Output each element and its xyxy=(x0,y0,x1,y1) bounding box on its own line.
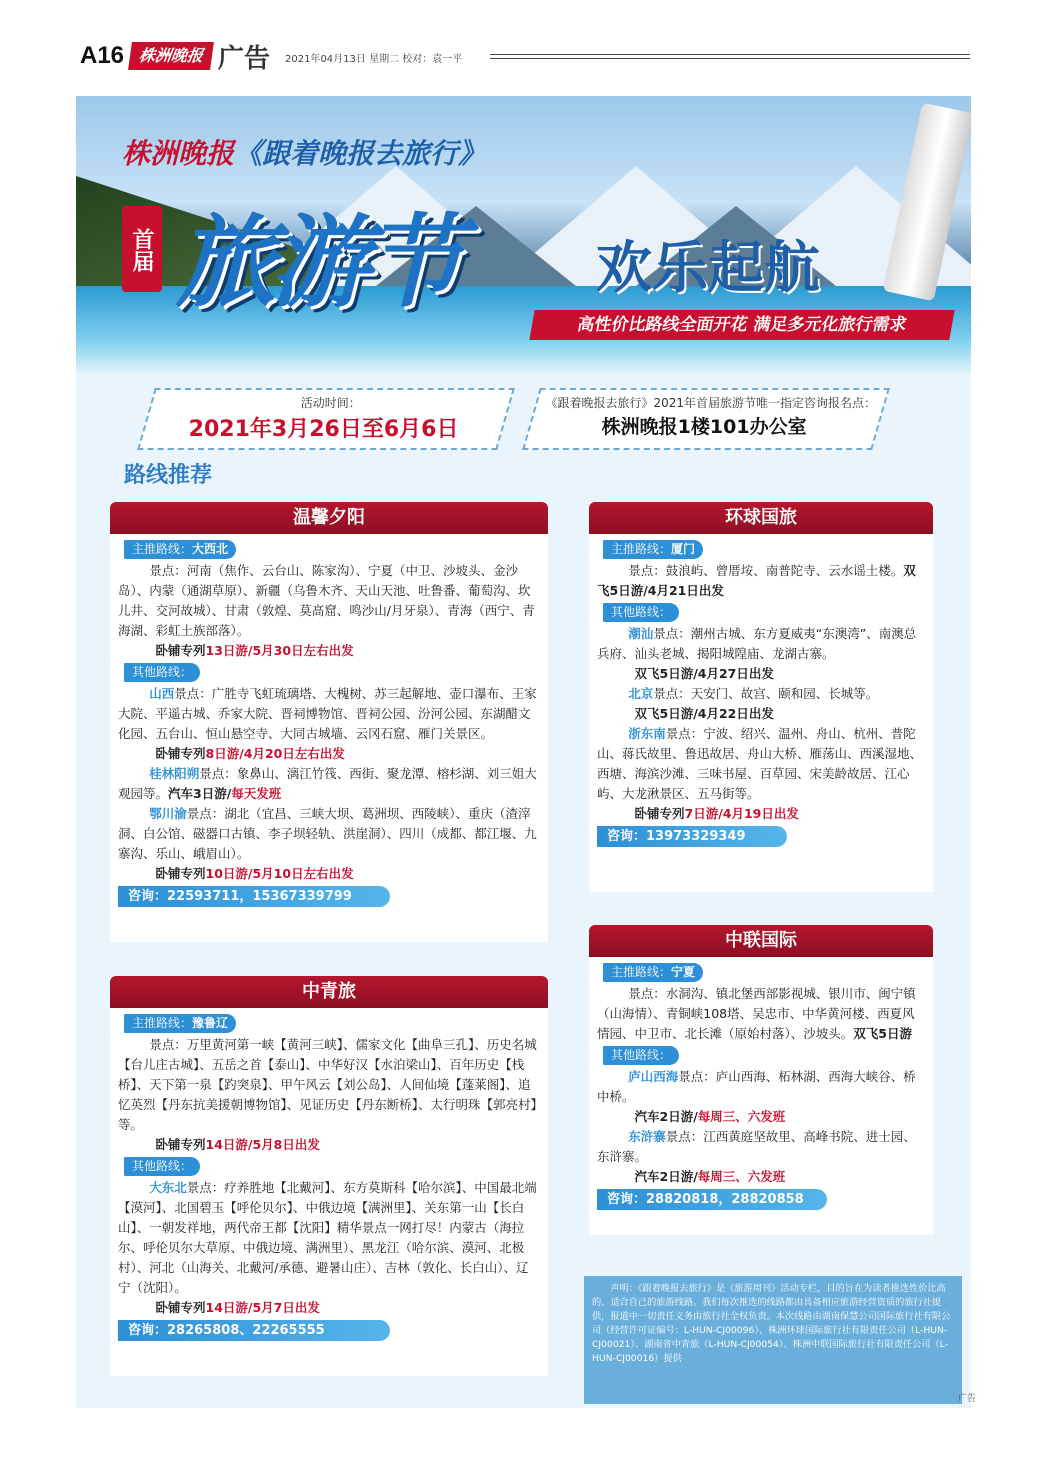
trip-mode: 卧铺专列 xyxy=(155,643,206,658)
trip-detail: 双飞5日游/4月21日出发 xyxy=(597,563,916,598)
route-text: 景点：潮州古城、东方夏威夷“东澳湾”、南澳总兵府、汕头老城、揭阳城隍庙、龙湖古寨。 xyxy=(597,626,917,661)
tag-label: 主推路线： xyxy=(611,542,672,556)
trip-info xyxy=(118,1135,538,1155)
card-title: 中青旅 xyxy=(110,976,548,1008)
trip-info xyxy=(118,864,538,884)
brand-name: 株洲晚报 xyxy=(122,137,235,170)
main-route-name: 宁夏 xyxy=(671,965,696,979)
route-description xyxy=(597,624,923,664)
page-header xyxy=(0,36,1039,76)
trip-detail: 7日游/4月19日出发 xyxy=(684,806,799,821)
route-description xyxy=(597,1127,923,1167)
main-route-tag xyxy=(124,540,236,559)
main-route-tag xyxy=(603,540,703,559)
event-time-box xyxy=(137,388,515,450)
route-name: 桂林阳朔 xyxy=(149,766,200,781)
trip-info xyxy=(118,641,538,661)
card-body xyxy=(589,538,933,847)
trip-detail: 10日游/5月10日左右出发 xyxy=(205,866,354,881)
route-name: 浙东南 xyxy=(628,726,666,741)
route-name: 庐山西海 xyxy=(628,1069,679,1084)
route-description: 景点：万里黄河第一峡【黄河三峡】、儒家文化【曲阜三孔】、历史名城【台儿庄古城】、五岳之首【泰山】、中华好汉【水泊梁山】、百年历史【栈桥】、天下第一泉【趵突泉】、甲午风云【刘公岛】、人间仙境【蓬莱阁】、追忆英烈【丹东抗美援朝博物馆】、见证历史【丹东断桥】、太行明珠【郭亮村】等。 xyxy=(118,1037,537,1132)
trip-detail: 14日游/5月7日出发 xyxy=(205,1300,320,1315)
header-rule-2 xyxy=(490,58,970,59)
route-description xyxy=(118,1178,538,1298)
route-description xyxy=(118,804,538,864)
route-description xyxy=(118,764,538,804)
route-description xyxy=(597,1067,923,1107)
route-description xyxy=(597,984,923,1044)
route-description xyxy=(597,684,923,704)
card-title: 温馨夕阳 xyxy=(110,502,548,534)
campaign-name: 《跟着晚报去旅行》 xyxy=(234,137,487,170)
event-time-label: 活动时间： xyxy=(300,396,361,410)
contact-bar: 咨询：28820818，28820858 xyxy=(597,1189,827,1210)
trip-mode: 汽车3日游/ xyxy=(168,786,232,801)
trip-mode: 卧铺专列 xyxy=(155,866,206,881)
trip-detail: 8日游/4月20日左右出发 xyxy=(205,746,345,761)
route-text: 景点：象鼻山、漓江竹筏、西街、聚龙潭、榕杉湖、刘三姐大观园等。 xyxy=(118,766,537,801)
tag-label: 主推路线： xyxy=(132,542,193,556)
trip-mode: 卧铺专列 xyxy=(155,746,206,761)
contact-bar: 咨询：13973329349 xyxy=(597,826,787,847)
ad-panel xyxy=(76,96,971,1408)
trip-info xyxy=(597,1167,923,1187)
trip-info xyxy=(118,1298,538,1318)
route-text: 景点：庐山西海、柘林湖、西海大峡谷、桥中桥。 xyxy=(597,1069,916,1104)
card-body xyxy=(110,1012,548,1341)
venue-value: 株洲晚报1楼101办公室 xyxy=(601,416,807,438)
header-rule xyxy=(490,54,970,55)
routes-heading: 路线推荐 xyxy=(124,462,213,488)
route-text: 景点：江西黄庭坚故里、高峰书院、进士园、东浒寨。 xyxy=(597,1129,916,1164)
trip-mode: 汽车2日游/ xyxy=(634,1169,698,1184)
card-body xyxy=(589,961,933,1210)
main-route-tag xyxy=(603,963,703,982)
card-wenxin xyxy=(110,502,548,942)
other-route-tag: 其他路线： xyxy=(603,603,679,622)
route-description: 景点：河南（焦作、云台山、陈家沟）、宁夏（中卫、沙坡头、金沙岛）、内蒙（通湖草原）、新疆（乌鲁木齐、天山天池、吐鲁番、葡萄沟、坎儿井、交河故城）、甘肃（敦煌、莫高窟、鸣沙山/月牙泉）、青海（西宁、青海湖、彩虹土族部落）。 xyxy=(118,563,535,638)
trip-mode: 卧铺专列 xyxy=(155,1300,206,1315)
route-description xyxy=(597,724,923,804)
trip-mode: 卧铺专列 xyxy=(634,806,685,821)
ad-mark: 广告 xyxy=(958,1394,977,1404)
trip-info: 双飞5日游/4月27日出发 xyxy=(634,666,774,681)
banner-subtitle: 欢乐起航 xyxy=(596,236,820,301)
banner-brand xyxy=(122,132,486,172)
page-number: A16 xyxy=(80,42,125,69)
card-huanqiu xyxy=(589,502,933,892)
main-route-name: 豫鲁辽 xyxy=(192,1016,229,1030)
trip-detail: 每周三、六发班 xyxy=(697,1169,786,1184)
route-description xyxy=(118,684,538,744)
trip-detail: 双飞5日游 xyxy=(853,1026,912,1041)
main-route-name: 厦门 xyxy=(671,542,696,556)
card-title: 环球国旅 xyxy=(589,502,933,534)
event-time-value: 2021年3月26日至6月6日 xyxy=(188,417,459,442)
contact-bar: 咨询：28265808、22265555 xyxy=(118,1320,390,1341)
venue-label: 《跟着晚报去旅行》2021年首届旅游节唯一指定咨询报名点： xyxy=(545,396,876,410)
trip-info xyxy=(597,804,923,824)
card-body xyxy=(110,538,548,907)
trip-detail: 13日游/5月30日左右出发 xyxy=(205,643,354,658)
section-name: 广告 xyxy=(218,44,271,74)
first-badge: 首届 xyxy=(122,206,162,292)
trip-detail: 每天发班 xyxy=(231,786,282,801)
trip-mode: 汽车2日游/ xyxy=(634,1109,698,1124)
trip-info: 双飞5日游/4月22日出发 xyxy=(634,706,774,721)
route-name: 鄂川渝 xyxy=(149,806,187,821)
banner-title: 旅游节 xyxy=(176,203,458,321)
route-text: 景点：湖北（宜昌、三峡大坝、葛洲坝、西陵峡）、重庆（渣滓洞、白公馆、磁器口古镇、李子坝轻轨、洪崖洞）、四川（成都、都江堰、九寨沟、乐山、峨眉山）。 xyxy=(118,806,537,861)
route-text: 景点：鼓浪屿、曾厝垵、南普陀寺、云水谣土楼。 xyxy=(628,563,904,578)
route-text: 景点：天安门、故宫、颐和园、长城等。 xyxy=(653,686,879,701)
card-zhongqing xyxy=(110,976,548,1376)
dateline: 2021年04月13日 星期二 校对：袁一平 xyxy=(285,54,463,65)
main-route-name: 大西北 xyxy=(192,542,229,556)
trip-info xyxy=(597,1107,923,1127)
trip-detail: 每周三、六发班 xyxy=(697,1109,786,1124)
route-text: 景点：广胜寺飞虹琉璃塔、大槐树、苏三起解地、壶口瀑布、王家大院、平遥古城、乔家大院、晋祠博物馆、晋祠公园、汾河公园、东湖醋文化园、五台山、恒山悬空寺、大同古城墙、云冈石窟、雁门关景区。 xyxy=(118,686,537,741)
trip-detail: 14日游/5月8日出发 xyxy=(205,1137,320,1152)
contact-bar: 咨询：22593711，15367339799 xyxy=(118,886,390,907)
route-description xyxy=(597,561,923,601)
banner-slogan: 高性价比路线全面开花 满足多元化旅行需求 xyxy=(529,310,954,340)
route-name: 北京 xyxy=(628,686,654,701)
tag-label: 主推路线： xyxy=(132,1016,193,1030)
other-route-tag: 其他路线： xyxy=(124,1157,200,1176)
route-name: 大东北 xyxy=(149,1180,187,1195)
route-text: 景点：水洞沟、镇北堡西部影视城、银川市、闽宁镇（山海情）、青铜峡108塔、吴忠市、中华黄河楼、西夏风情园、中卫市、北长滩（原始村落）、沙坡头。 xyxy=(597,986,916,1041)
other-route-tag: 其他路线： xyxy=(124,663,200,682)
route-text: 景点：宁波、绍兴、温州、舟山、杭州、普陀山、蒋氏故里、鲁迅故居、舟山大桥、雁荡山、西溪湿地、西塘、海滨沙滩、三味书屋、百草园、宋美龄故居、江心屿、大龙湫景区、五马街等。 xyxy=(597,726,923,801)
masthead-logo: 株洲晚报 xyxy=(128,42,214,70)
card-zhonglian xyxy=(589,925,933,1235)
tag-label: 主推路线： xyxy=(611,965,672,979)
disclaimer-note: 声明：《跟着晚报去旅行》是《旅游周刊》活动专栏，目的旨在为读者推选性价比高的、适合自己的旅游线路。我们每次推选的线路都由具备相应旅游经营资质的旅行社提供，报道中一切责任义务由旅行社全权负责。本次线路由湖南保慧公司国际旅行社有限公司（经营许可证编号：L-HUN-CJ00096）、株洲环球国际旅行社有限责任公司（L-HUN-CJ00021）、湖南省中青旅（L-HUN-CJ00054）、株洲中联国际旅行社有限责任公司（L-HUN-CJ00016）提供 xyxy=(584,1276,962,1404)
trip-mode: 卧铺专列 xyxy=(155,1137,206,1152)
card-title: 中联国际 xyxy=(589,925,933,957)
route-name: 山西 xyxy=(149,686,175,701)
other-route-tag: 其他路线： xyxy=(603,1046,679,1065)
trip-info xyxy=(118,744,538,764)
route-name: 潮汕 xyxy=(628,626,654,641)
venue-box xyxy=(522,388,890,450)
route-text: 景点：疗养胜地【北戴河】、东方莫斯科【哈尔滨】、中国最北端【漠河】、北国碧玉【呼伦贝尔】、中俄边境【满洲里】、关东第一山【长白山】、一朝发祥地，两代帝王都【沈阳】精华景点一网打尽！内蒙古（海拉尔、呼伦贝尔大草原、中俄边境、满洲里）、黑龙江（哈尔滨、漠河、北极村）、河北（山海关、北戴河/承德、避暑山庄）、吉林（敦化、长白山）、辽宁（沈阳）。 xyxy=(118,1180,537,1295)
main-route-tag xyxy=(124,1014,236,1033)
route-name: 东浒寨 xyxy=(628,1129,666,1144)
hero-banner xyxy=(76,96,971,376)
